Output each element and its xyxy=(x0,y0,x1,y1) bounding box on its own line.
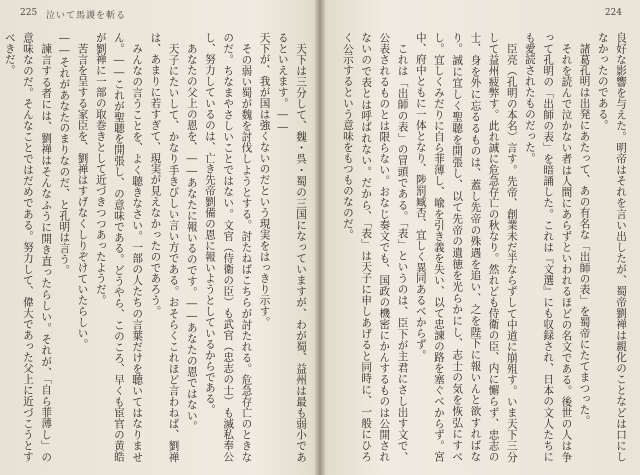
paragraph: 天子にたいして、かなり手きびしい言い方である。おそらくこれほど言わねば、劉禅は、あまりに若すぎて、現実が見えなかったのであろう。 xyxy=(149,32,180,462)
page-number-left: 225 xyxy=(20,8,38,18)
paragraph: それを読んで泣かない者は人間にあらずといわれるほどの名文である。後世の人は争って孔明の「出師の表」を暗誦した。これは『文選』にも収録され、日本の文人たちにも愛読されたものだった。 xyxy=(523,32,573,462)
quoted-memorial: 臣亮（孔明の本名）言す。先帝、創業未だ半ならずして中道に崩殂す。いま天下三分して益州疲弊す。此れ誠に危急存亡の秋なり。然れども侍衛の臣、内に懈らず、忠志の士、身を外に忘るるものは、蓋し先帝の殊遇を追い、之を陛下に報いんと欲すればなり。誠に宜しく聖聴を開張し、以て先帝の遺徳を光らかにし、志士の気を恢弘にすべし。宜しくみだりに自ら菲薄し、喩を引き義を失い、以て忠諫の路を塞ぐべからず。宮中、府中ともに一体となり、陟罰臧否、宜しく異同あるべからず。 xyxy=(414,32,518,462)
paragraph xyxy=(0,32,1,462)
running-title: 泣いて馬謖を斬る xyxy=(46,11,127,21)
paragraph: あなたの父上の恩を、――あなたに報いるのです。――あなたの恩ではない。 xyxy=(185,42,198,432)
paragraph: その弱い蜀が魏を討伐しようとする。討たねばこちらが討たれる。危急存亡のときなのだ。ちなまやさしいことではない。文官（侍衛の臣）も武官（忠志の士）も滅私奉公し、努力しているのは、亡き先帝劉備の恩に報いようとしているからである。 xyxy=(203,32,253,462)
paragraph: 天下が、我が国は強くないのだという現実をはっきり示す。 xyxy=(258,32,271,328)
paragraph: 良好な影響を与えた。明帝はそれを言い出したが、蜀帝劉禅は親化のことなどは口にしなかったのである。 xyxy=(596,32,627,462)
left-page-body xyxy=(3,32,310,462)
paragraph: 苦言を呈する家臣を、劉禅はすげなくしりぞけていたらしい。 xyxy=(76,42,89,350)
paragraph: ――それがあなたのまりなのだ、と孔明は言う。 xyxy=(58,32,71,276)
paragraph: これは「出師の表」の冒頭である。「表」というのは、臣下が主君にさし出す文で、公表されるものとは限らない。おなじ奏文でも、国政の機密にかんするものは公開されないので表とは呼ばれない。だから、「表」は天子に申しあげると同時に、一般にひろく公示するという意味をもつものなのだ。 xyxy=(341,32,409,462)
paragraph: 諸葛孔明は出発にあたって、あの有名な「出師の表」を蜀帝にたてまつった。 xyxy=(578,42,591,426)
paragraph: 諫言する者には、劉禅はそんなふうに開き直ったらしい。それが、「自ら菲薄し」の意味なのだ。そんなことではだめである。努力して、偉大であった父上に近づこうとすべきだ。 xyxy=(3,32,53,462)
right-page-body xyxy=(330,32,630,462)
right-page xyxy=(322,0,640,475)
paragraph: 天下は三分して、魏・呉・蜀の三国になっていますが、わが蜀、益州は最も弱小であるといえます。―― xyxy=(276,32,307,462)
left-page xyxy=(0,0,318,475)
paragraph: みんなの言うことを、よく聴きなさい。一部の人たちの言葉だけを聴いてはなりません。――これが聖聴を開張し、の意味である。どうやら、このころ、早くも宦官の黄皓が劉禅に一部の取巻きとして近づきつつあったようだ。 xyxy=(94,32,144,462)
page-number-right: 224 xyxy=(604,8,622,18)
